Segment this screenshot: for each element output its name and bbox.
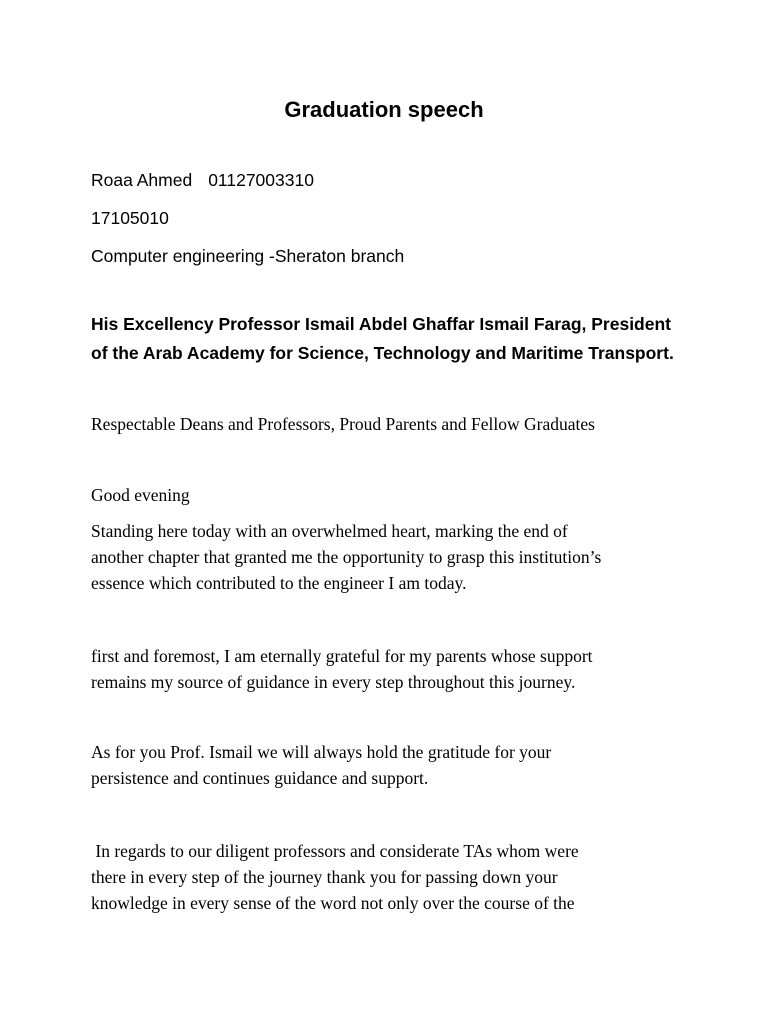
greeting: Good evening xyxy=(91,485,190,505)
address-line-1: His Excellency Professor Ismail Abdel Ghaffar Ismail Farag, President xyxy=(91,314,671,334)
paragraph-2-line-1: first and foremost, I am eternally grateful for my parents whose support xyxy=(91,646,593,666)
author-name: Roaa Ahmed xyxy=(91,170,193,190)
paragraph-3-line-1: As for you Prof. Ismail we will always hold the gratitude for your xyxy=(91,742,552,762)
author-line xyxy=(91,168,314,192)
audience-line: Respectable Deans and Professors, Proud Parents and Fellow Graduates xyxy=(91,414,595,434)
department: Computer engineering -Sheraton branch xyxy=(91,246,405,266)
paragraph-4-line-3: knowledge in every sense of the word not only over the course of the xyxy=(91,893,575,913)
student-id: 17105010 xyxy=(91,208,169,228)
paragraph-4-line-1: In regards to our diligent professors and considerate TAs whom were xyxy=(91,841,579,861)
paragraph-3-line-2: persistence and continues guidance and support. xyxy=(91,768,429,788)
paragraph-1-line-2: another chapter that granted me the opportunity to grasp this institution’s xyxy=(91,547,602,567)
author-phone: 01127003310 xyxy=(208,170,314,190)
paragraph-2-line-2: remains my source of guidance in every step throughout this journey. xyxy=(91,672,576,692)
paragraph-1-line-3: essence which contributed to the engineer I am today. xyxy=(91,573,467,593)
address-line-2: of the Arab Academy for Science, Technology and Maritime Transport. xyxy=(91,343,674,363)
paragraph-4-line-2: there in every step of the journey thank you for passing down your xyxy=(91,867,558,887)
paragraph-1-line-1: Standing here today with an overwhelmed heart, marking the end of xyxy=(91,521,568,541)
page-title: Graduation speech xyxy=(284,97,484,122)
